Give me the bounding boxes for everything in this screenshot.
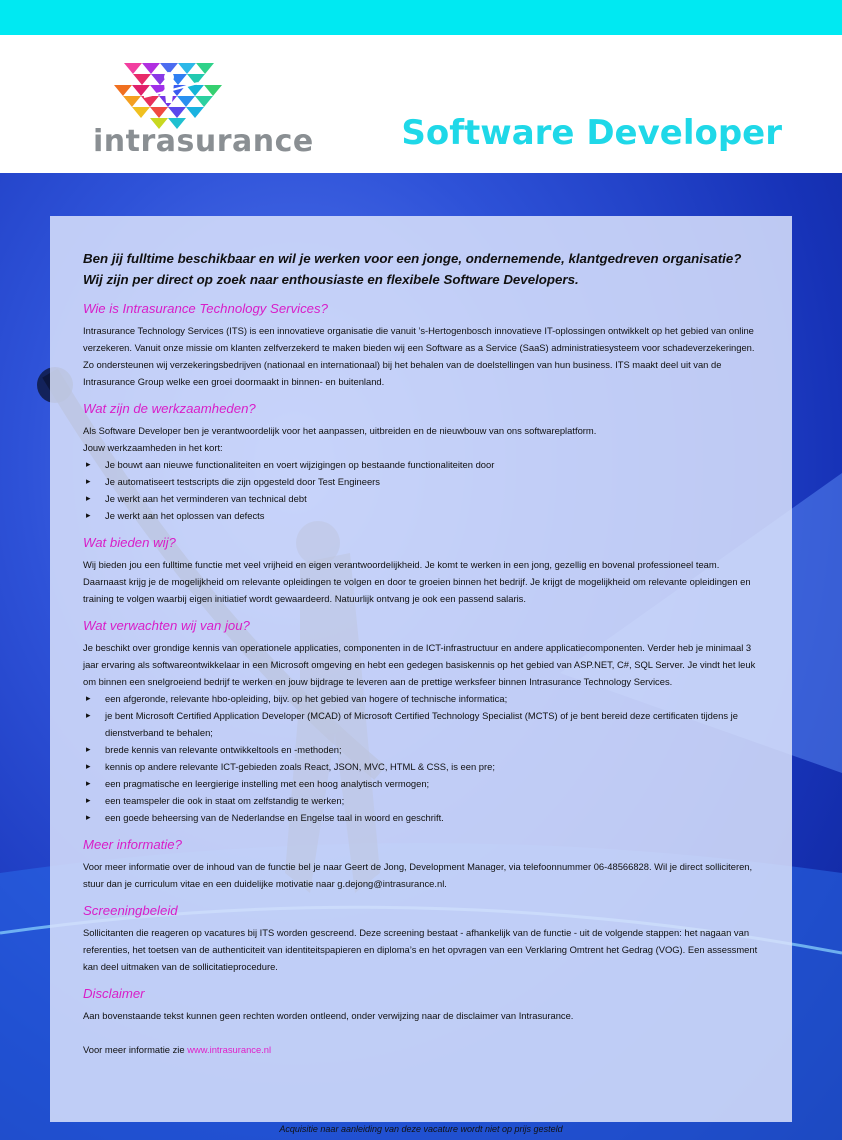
job-title: Software Developer [401,113,782,153]
section-text-tasks-2: Jouw werkzaamheden in het kort: [83,442,223,453]
section-heading-expect: Wat verwachten wij van jou? [83,618,250,633]
section-text-info: Voor meer informatie over de inhoud van de functie bel je naar Geert de Jong, Development Manager, via telefoonnummer 06-48566828. Wil je direct solliciteren, stuur dan je curriculum vitae en een duidelijke motivatie naar g.dejong@intrasurance.nl. [83,861,753,889]
requirements-list [83,690,763,826]
list-item: ▸ een goede beheersing van de Nederlandse en Engelse taal in woord en geschrift. [83,809,763,826]
section-text-about: Intrasurance Technology Services (ITS) is een innovatieve organisatie die vanuit ’s-Hertogenbosch innovatieve IT-oplossingen ontwikkelt op het gebied van online verzekeren. Vanuit onze missie om klanten zelfverzekerd te maken bieden wij een Software as a Service (SaaS) administratiesysteem voor schadeverzekeringen. Zo ondersteunen wij verzekeringsbedrijven (nationaal en internationaal) bij het behalen van de doelstellingen van hun business. ITS maakt deel uit van de Intrasurance Group welke een groei doormaakt in binnen- en buitenland. [83,325,755,387]
list-item: ▸ je bent Microsoft Certified Application Developer (MCAD) of Microsoft Certified Technology Specialist (MCTS) of je bent bereid deze certificaten tijdens je dienstverband te behalen; [83,707,763,741]
list-item: ▸ Je werkt aan het oplossen van defects [83,507,763,524]
section-text-disclaimer: Aan bovenstaande tekst kunnen geen rechten worden ontleend, onder verwijzing naar de disclaimer van Intrasurance. [83,1010,574,1021]
list-item: ▸ kennis op andere relevante ICT-gebieden zoals React, JSON, MVC, HTML & CSS, is een pre; [83,758,763,775]
section-text-tasks-1: Als Software Developer ben je verantwoordelijk voor het aanpassen, uitbreiden en de nieuwbouw van ons softwareplatform. [83,425,597,436]
logo-text: intrasurance [93,124,314,159]
website-link[interactable]: www.intrasurance.nl [187,1044,272,1055]
section-text-expect: Je beschikt over grondige kennis van operationele applicaties, componenten in de ICT-infrastructuur en andere applicatiecomponenten. Verder heb je minimaal 3 jaar ervaring als softwareontwikkelaar in een Microsoft omgeving en hebt een gedegen basiskennis op het gebied van ASP.NET, C#, SQL Server. Je vindt het leuk om binnen een snelgroeiend bedrijf te werken en jouw bijdrage te leveren aan de prettige werksfeer binnen Intrasurance Technology Services. [83,642,756,687]
list-item: ▸ een afgeronde, relevante hbo-opleiding, bijv. op het gebied van hogere of technische informatica; [83,690,763,707]
intrasurance-logo-icon [114,63,224,129]
more-info-line [83,1041,763,1058]
list-item: ▸ Je bouwt aan nieuwe functionaliteiten en voert wijzigingen op bestaande functionaliteiten door [83,456,763,473]
section-text-screening: Sollicitanten die reageren op vacatures bij ITS worden gescreend. Deze screening bestaat - afhankelijk van de functie - uit de volgende stappen: het nagaan van referenties, het toetsen van de authenticiteit van identiteitspapieren en diploma’s en het opvragen van een Verklaring Omtrent het Gedrag (VOG). Een assessment kan deel uitmaken van de sollicitatieprocedure. [83,927,758,972]
list-item: ▸ een pragmatische en leergierige instelling met een hoog analytisch vermogen; [83,775,763,792]
section-heading-screening: Screeningbeleid [83,903,178,918]
section-heading-info: Meer informatie? [83,837,182,852]
intro [83,248,763,290]
section-heading-about: Wie is Intrasurance Technology Services? [83,301,328,316]
section-heading-tasks: Wat zijn de werkzaamheden? [83,401,256,416]
section-text-offer: Wij bieden jou een fulltime functie met veel vrijheid en eigen verantwoordelijkheid. Je komt te werken in een jong, gezellig en bovenal professioneel team. Daarnaast krijg je de mogelijkheid om relevante opleidingen te volgen en door te groeien binnen het bedrijf. Je krijgt de mogelijkheid om relevante opleidingen en training te volgen waarbij eigen initiatief wordt gewaardeerd. Natuurlijk ontvang je ook een passend salaris. [83,559,751,604]
section-heading-offer: Wat bieden wij? [83,535,176,550]
footer-note: Acquisitie naar aanleiding van deze vacature wordt niet op prijs gesteld [279,1124,563,1134]
more-info-prefix: Voor meer informatie zie [83,1044,188,1055]
section-heading-disclaimer: Disclaimer [83,986,145,1001]
top-color-band [0,0,842,35]
intro-line-2: Wij zijn per direct op zoek naar enthousiaste en flexibele Software Developers. [83,272,579,287]
list-item: ▸ Je automatiseert testscripts die zijn opgesteld door Test Engineers [83,473,763,490]
list-item: ▸ Je werkt aan het verminderen van technical debt [83,490,763,507]
list-item: ▸ een teamspeler die ook in staat om zelfstandig te werken; [83,792,763,809]
intro-line-1: Ben jij fulltime beschikbaar en wil je werken voor een jonge, ondernemende, klantgedreven organisatie? [83,251,742,266]
list-item: ▸ brede kennis van relevante ontwikkeltools en -methoden; [83,741,763,758]
vacancy-content [83,248,763,1058]
tasks-list [83,456,763,524]
